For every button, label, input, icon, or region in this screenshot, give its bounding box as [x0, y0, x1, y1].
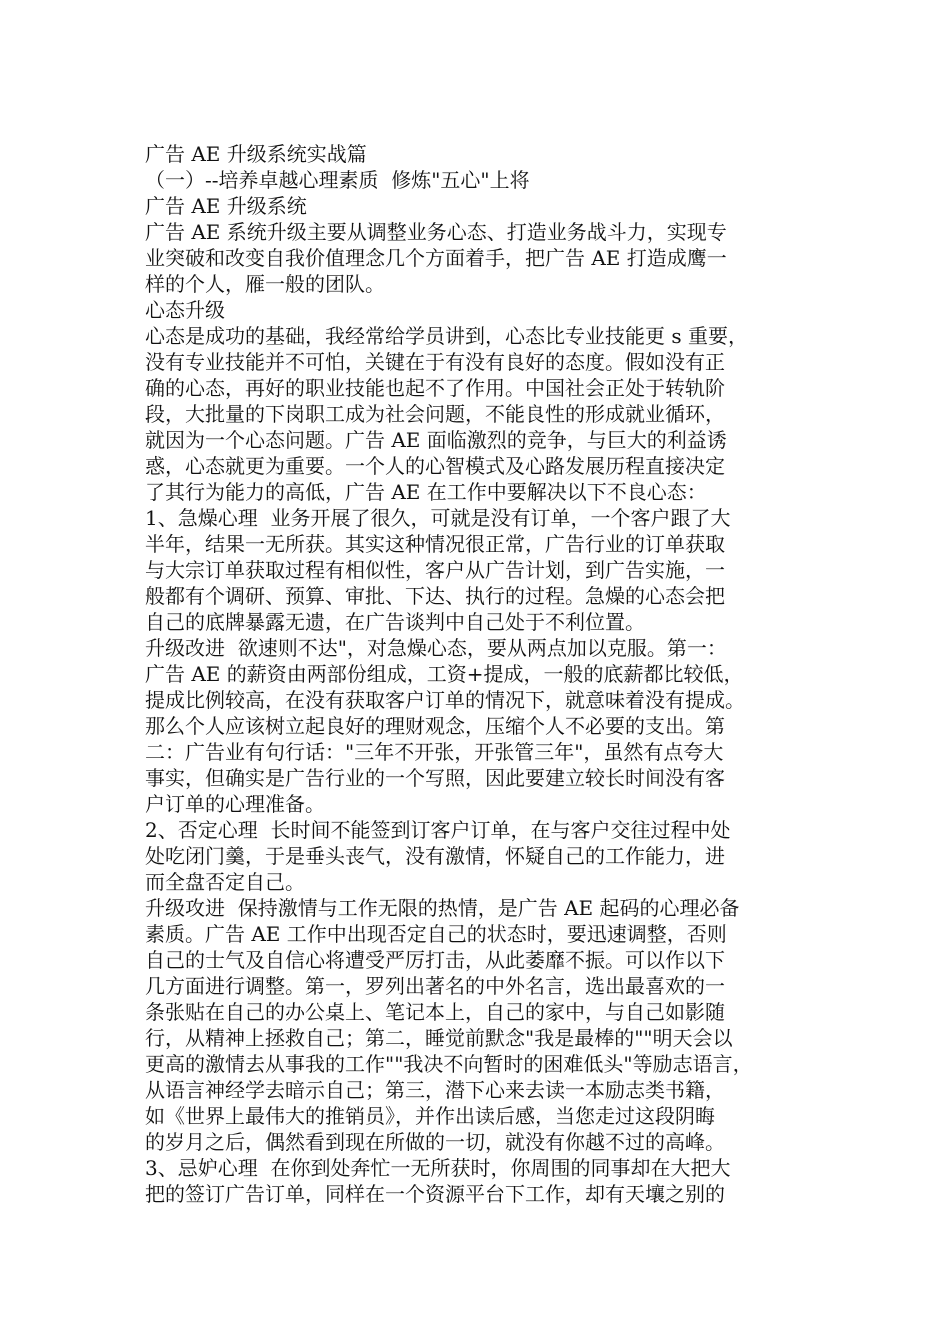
text-line: 了其行为能力的高低，广告 AE 在工作中要解决以下不良心态： [145, 480, 707, 504]
text-line: 半年，结果一无所获。其实这种情况很正常，广告行业的订单获取 [145, 532, 725, 556]
text-line: 确的心态，再好的职业技能也起不了作用。中国社会正处于转轨阶 [145, 376, 725, 400]
text-line: 段，大批量的下岗职工成为社会问题，不能良性的形成就业循环， [145, 402, 725, 426]
text-line: 二：广告业有句行话："三年不开张，开张管三年"，虽然有点夸大 [145, 740, 724, 764]
text-line: 就因为一个心态问题。广告 AE 面临激烈的竞争，与巨大的利益诱 [145, 428, 727, 452]
text-line: 行，从精神上拯救自己；第二，睡觉前默念"我是最棒的""明天会以 [145, 1026, 733, 1050]
text-line: 1、急燥心理 业务开展了很久，可就是没有订单，一个客户跟了大 [145, 506, 731, 530]
text-line: 心态是成功的基础，我经常给学员讲到，心态比专业技能更 s 重要， [145, 324, 748, 348]
text-line: 般都有个调研、预算、审批、下达、执行的过程。急燥的心态会把 [145, 584, 725, 608]
text-line: 如《世界上最伟大的推销员》，并作出读后感，当您走过这段阴晦 [145, 1104, 715, 1128]
text-line: 2、否定心理 长时间不能签到订客户订单，在与客户交往过程中处 [145, 818, 731, 842]
text-line: 自己的底牌暴露无遗，在广告谈判中自己处于不利位置。 [145, 610, 645, 634]
text-line: 户订单的心理准备。 [145, 792, 325, 816]
document-subtitle: （一）--培养卓越心理素质 修炼"五心"上将 [145, 168, 530, 192]
text-line: 与大宗订单获取过程有相似性，客户从广告计划，到广告实施，一 [145, 558, 725, 582]
text-line: 条张贴在自己的办公桌上、笔记本上，自己的家中，与自己如影随 [145, 1000, 725, 1024]
text-line: 而全盘否定自己。 [145, 870, 305, 894]
document-title: 广告 AE 升级系统实战篇 [145, 142, 367, 166]
text-line: 升级攻进 保持激情与工作无限的热情，是广告 AE 起码的心理必备 [145, 896, 740, 920]
text-line: 几方面进行调整。第一，罗列出著名的中外名言，选出最喜欢的一 [145, 974, 725, 998]
text-line: 从语言神经学去暗示自己；第三，潜下心来去读一本励志类书籍， [145, 1078, 725, 1102]
text-line: 那么个人应该树立起良好的理财观念，压缩个人不必要的支出。第 [145, 714, 725, 738]
text-line: 处吃闭门羹，于是垂头丧气，没有激情，怀疑自己的工作能力，进 [145, 844, 725, 868]
text-line: 业突破和改变自我价值理念几个方面着手，把广告 AE 打造成鹰一 [145, 246, 727, 270]
text-line: 3、忌妒心理 在你到处奔忙一无所获时，你周围的同事却在大把大 [145, 1156, 731, 1180]
text-line: 事实，但确实是广告行业的一个写照，因此要建立较长时间没有客 [145, 766, 725, 790]
text-line: 素质。广告 AE 工作中出现否定自己的状态时，要迅速调整，否则 [145, 922, 727, 946]
text-line: 自己的士气及自信心将遭受严厉打击，从此萎靡不振。可以作以下 [145, 948, 725, 972]
text-line: 样的个人，雁一般的团队。 [145, 272, 385, 296]
text-line: 升级改进 欲速则不达"，对急燥心态，要从两点加以克服。第一： [145, 636, 727, 660]
text-line: 广告 AE 系统升级主要从调整业务心态、打造业务战斗力，实现专 [145, 220, 727, 244]
text-line: 提成比例较高，在没有获取客户订单的情况下，就意味着没有提成。 [145, 688, 745, 712]
text-line: 更高的激情去从事我的工作""我决不向暂时的困难低头"等励志语言， [145, 1052, 753, 1076]
text-line: 广告 AE 的薪资由两部份组成，工资+提成，一般的底薪都比较低， [145, 662, 744, 686]
text-line: 没有专业技能并不可怕，关键在于有没有良好的态度。假如没有正 [145, 350, 725, 374]
document-page [145, 141, 810, 1207]
document-body [145, 219, 810, 1207]
text-line: 心态升级 [145, 298, 225, 322]
text-line: 的岁月之后，偶然看到现在所做的一切，就没有你越不过的高峰。 [145, 1130, 725, 1154]
text-line: 把的签订广告订单，同样在一个资源平台下工作，却有天壤之别的 [145, 1182, 725, 1206]
section-title: 广告 AE 升级系统 [145, 194, 307, 218]
text-line: 惑，心态就更为重要。一个人的心智模式及心路发展历程直接决定 [145, 454, 725, 478]
